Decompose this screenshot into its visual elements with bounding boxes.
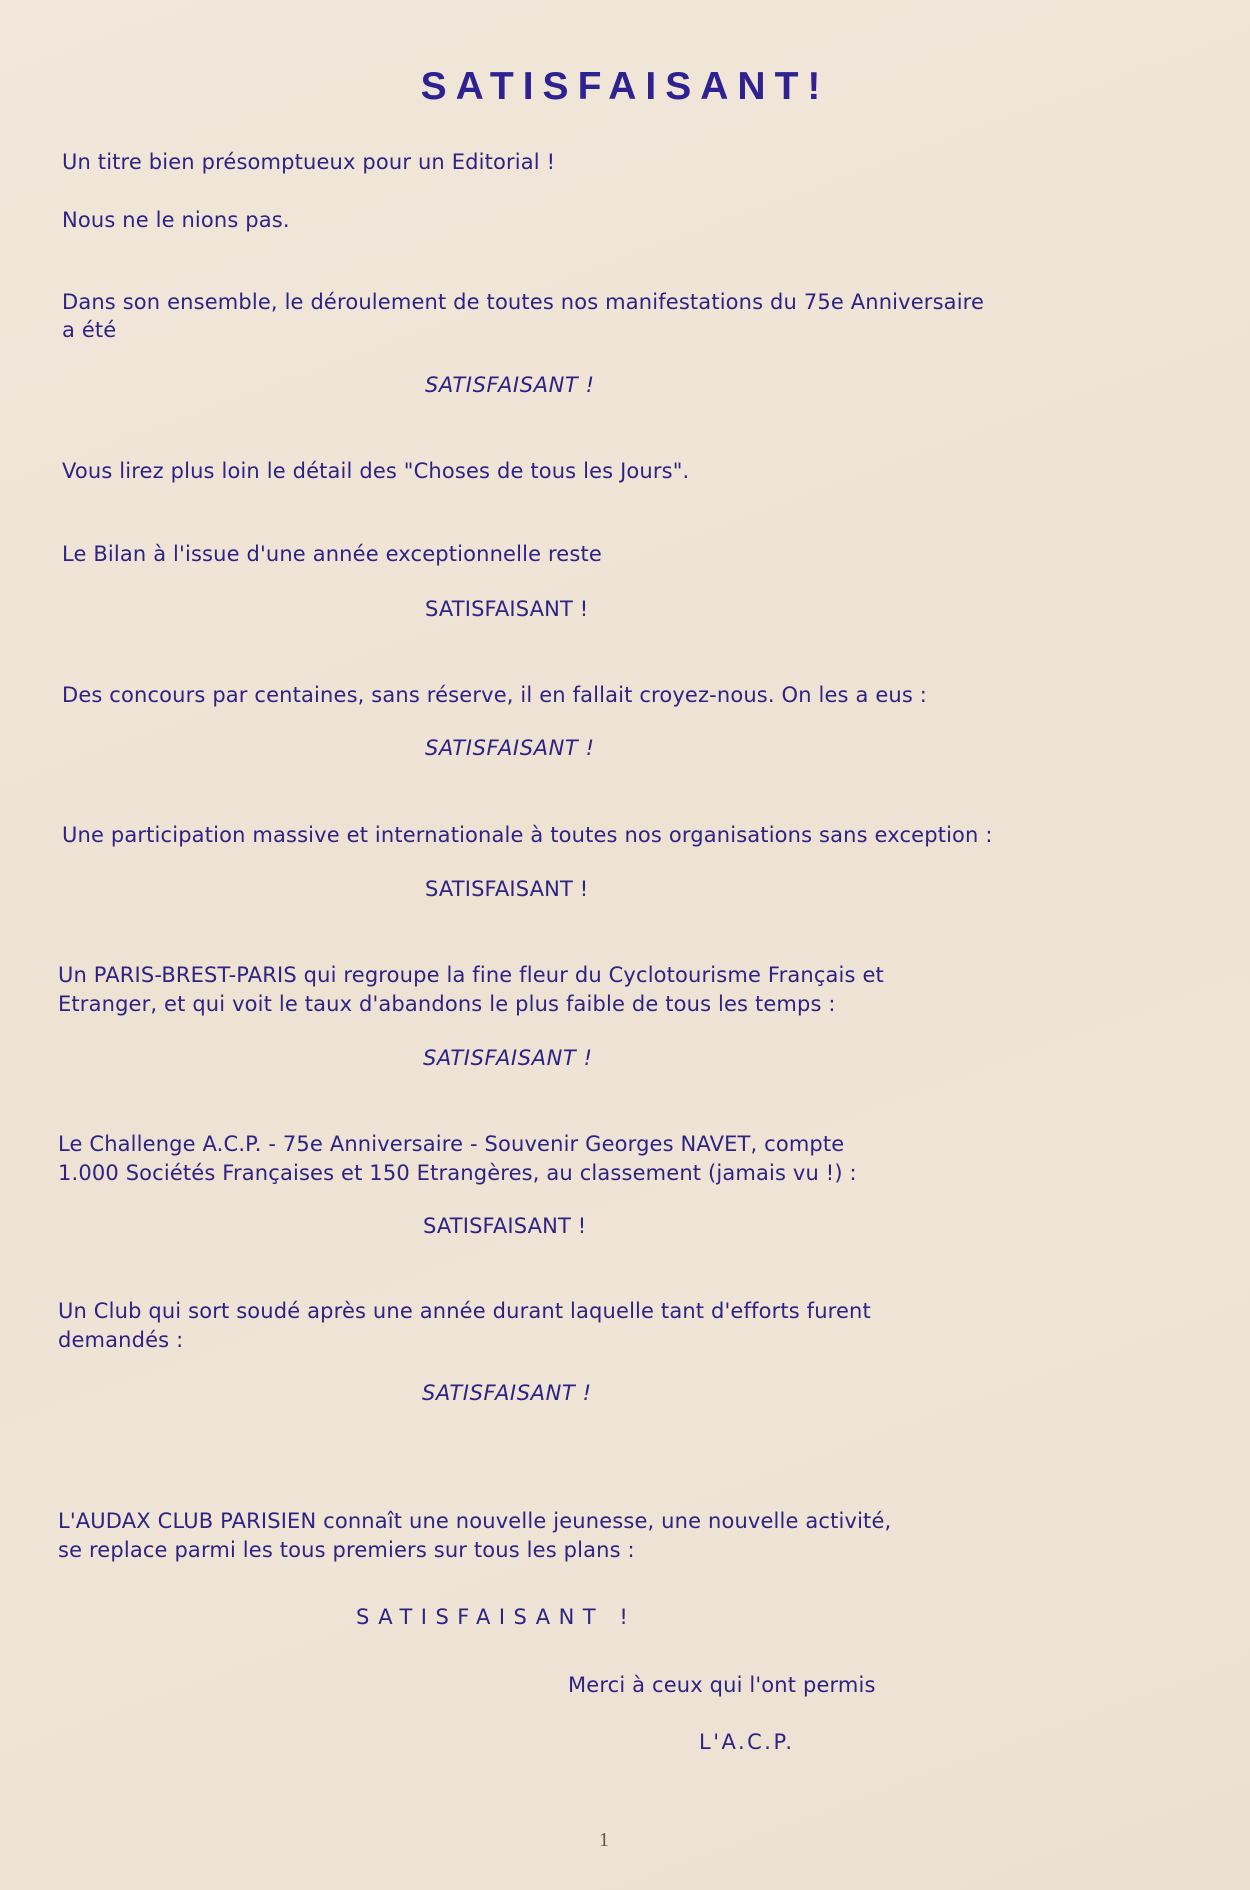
paragraph-details: Vous lirez plus loin le détail des "Choses de tous les Jours". (62, 459, 690, 483)
paragraph-intro: Un titre bien présomptueux pour un Editorial ! (62, 150, 556, 174)
paragraph-pbp-line2: Etranger, et qui voit le taux d'abandons le plus faible de tous les temps : (58, 992, 836, 1016)
paragraph-challenge-line2: 1.000 Sociétés Françaises et 150 Etrangères, au classement (jamais vu !) : (58, 1161, 857, 1185)
paragraph-admission: Nous ne le nions pas. (62, 208, 290, 232)
paragraph-club-line2: demandés : (58, 1328, 184, 1352)
page-number: 1 (599, 1829, 609, 1851)
paragraph-pbp-line1: Un PARIS-BREST-PARIS qui regroupe la fine fleur du Cyclotourisme Français et (58, 963, 884, 987)
paragraph-concours: Des concours par centaines, sans réserve, il en fallait croyez-nous. On les a eus : (62, 683, 927, 707)
satisfaisant-refrain: SATISFAISANT ! (425, 877, 589, 901)
satisfaisant-refrain: SATISFAISANT ! (423, 1214, 587, 1238)
signature: L'A.C.P. (699, 1730, 795, 1754)
thanks-line: Merci à ceux qui l'ont permis (568, 1673, 876, 1697)
paragraph-audax-line1: L'AUDAX CLUB PARISIEN connaît une nouvelle jeunesse, une nouvelle activité, (58, 1509, 892, 1533)
satisfaisant-final: SATISFAISANT ! (356, 1605, 637, 1629)
paragraph-ensemble-line1: Dans son ensemble, le déroulement de toutes nos manifestations du 75e Anniversaire (62, 290, 985, 314)
satisfaisant-refrain: SATISFAISANT ! (425, 597, 589, 621)
paragraph-club-line1: Un Club qui sort soudé après une année durant laquelle tant d'efforts furent (58, 1299, 871, 1323)
satisfaisant-refrain: SATISFAISANT ! (422, 1381, 592, 1405)
satisfaisant-refrain: SATISFAISANT ! (425, 373, 595, 397)
paragraph-challenge-line1: Le Challenge A.C.P. - 75e Anniversaire - Souvenir Georges NAVET, compte (58, 1132, 845, 1156)
paragraph-bilan: Le Bilan à l'issue d'une année exceptionnelle reste (62, 542, 602, 566)
paragraph-audax-line2: se replace parmi les tous premiers sur tous les plans : (58, 1538, 635, 1562)
paragraph-participation: Une participation massive et internationale à toutes nos organisations sans exception : (62, 823, 993, 847)
paragraph-ensemble-line2: a été (62, 318, 117, 342)
satisfaisant-refrain: SATISFAISANT ! (425, 736, 595, 760)
page-title: SATISFAISANT! (420, 65, 830, 108)
satisfaisant-refrain: SATISFAISANT ! (423, 1046, 593, 1070)
